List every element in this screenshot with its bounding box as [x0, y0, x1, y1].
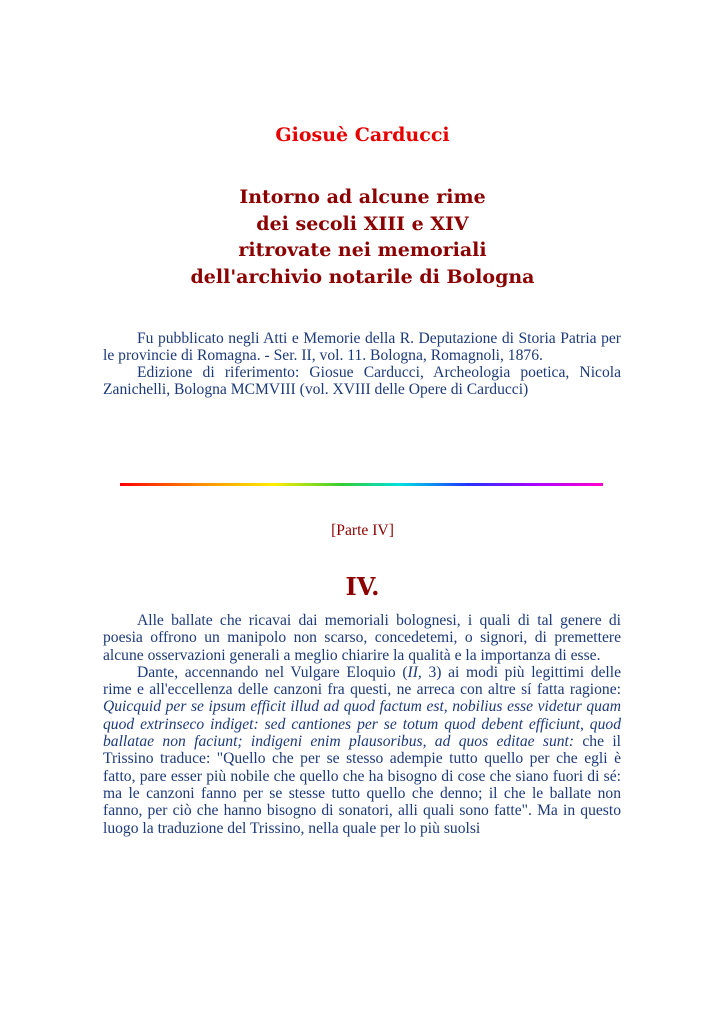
reference-edition-note: Edizione di riferimento: Giosue Carducci, Archeologia poetica, Nicola Zanichelli, Bologna MCMVIII (vol. XVIII delle Opere di Carducci)	[103, 364, 621, 398]
title-line: dei secoli XIII e XIV	[256, 212, 469, 235]
section-heading: IV.	[345, 572, 380, 601]
text-run: che il Trissino traduce: "Quello che per se stesso adempie tutto quello per che egli è fatto, pare esser più nobile che quello che ha bisogno di cose che siano fuori di sé: ma le canzoni fanno per se stesse tutto quello che denno; il che le ballate non fanno, per ciò che hanno bisogno di sonatori, alli quali sono fatte". Ma in questo luogo la traduzione del Trissino, nella quale per lo più suolsi	[103, 733, 621, 837]
author-name: Giosuè Carducci	[275, 124, 450, 146]
title-line: ritrovate nei memoriali	[238, 239, 487, 261]
publication-note: Fu pubblicato negli Atti e Memorie della R. Deputazione di Storia Patria per le provincie di Romagna. - Ser. II, vol. 11. Bologna, Romagnoli, 1876.	[103, 330, 621, 364]
body-text	[103, 612, 621, 837]
citation-reference: II,	[407, 663, 422, 681]
rainbow-divider	[120, 483, 603, 486]
publication-info	[103, 330, 621, 398]
paragraph	[103, 664, 621, 837]
text-run: 3) ai modi più legittimi delle rime e all'eccellenza delle canzoni fra questi, ne arreca con altre sí fatta ragione:	[103, 663, 622, 699]
latin-quotation: Quicquid per se ipsum efficit illud ad quod factum est, nobilius esse videtur quam quod extrinseco indiget: sed cantiones per se totum quod debent efficiunt, quod ballatae non faciunt; indigeni enim plausoribus, ad quos editae sunt:	[103, 698, 621, 751]
title-line: Intorno ad alcune rime	[239, 186, 486, 208]
text-run: Dante, accennando nel Vulgare Eloquio (	[137, 663, 408, 681]
paragraph: Alle ballate che ricavai dai memoriali bolognesi, i quali di tal genere di poesia offrono un manipolo non scarso, concedetemi, o signori, di premettere alcune osservazioni generali a meglio chiarire la qualità e la importanza di esse.	[103, 612, 621, 664]
title-line: dell'archivio notarile di Bologna	[190, 265, 535, 288]
part-label: [Parte IV]	[331, 522, 394, 539]
document-title	[0, 184, 725, 290]
